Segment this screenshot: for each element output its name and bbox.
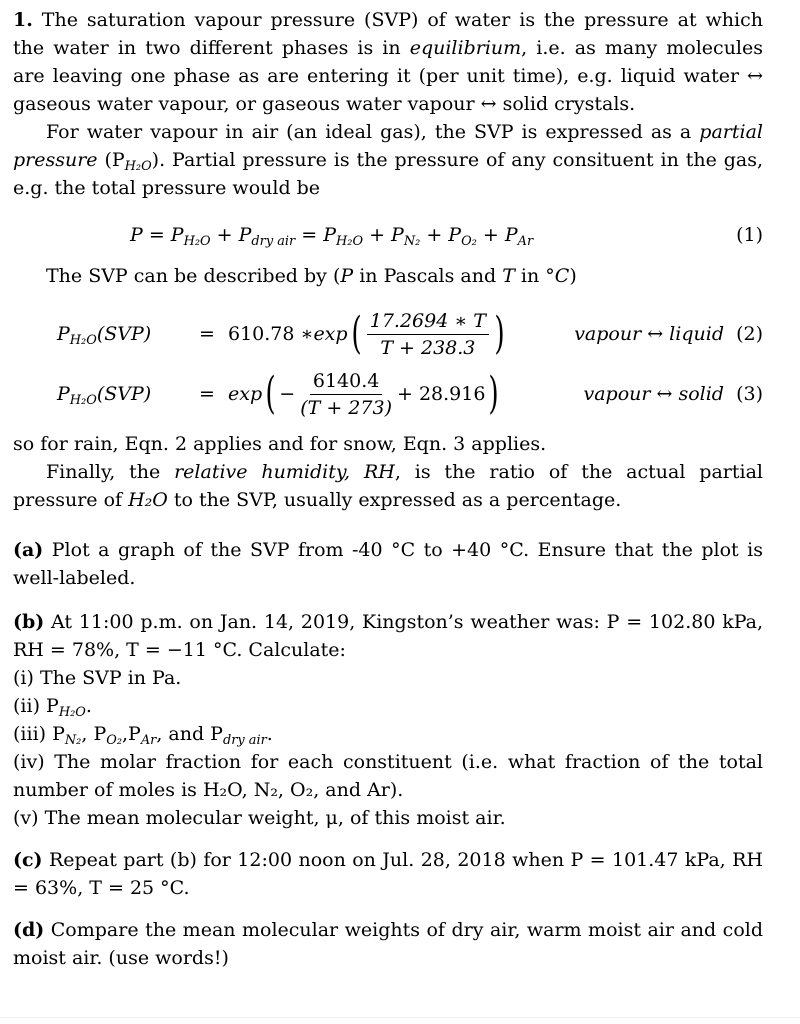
intro-paragraph-1 xyxy=(13,6,763,118)
equation-1-number: (1) xyxy=(736,224,763,246)
relative-humidity-paragraph: Finally, the relative humidity, RH, is the ratio of the actual partial pressure of H₂O to the SVP, usually expressed as a percentage. xyxy=(13,461,763,511)
equation-3-equals: = xyxy=(199,383,215,405)
part-a xyxy=(13,536,763,592)
part-d-text: Compare the mean molecular weights of dry air, warm moist air and cold moist air. (use words!) xyxy=(13,919,763,969)
part-c-label: (c) xyxy=(13,849,43,871)
part-c-text: Repeat part (b) for 12:00 noon on Jul. 28, 2018 when P = 101.47 kPa, RH = 63%, T = 25 °C. xyxy=(13,849,763,899)
p2-symbol: (P xyxy=(97,149,125,171)
part-b-item-i: (i) The SVP in Pa. xyxy=(13,667,182,689)
part-b xyxy=(13,608,763,832)
partial-pressure-term: partial pressure xyxy=(13,121,763,171)
equilibrium-term: equilibrium xyxy=(409,37,522,59)
part-b-text: At 11:00 p.m. on Jan. 14, 2019, Kingston’s weather was: P = 102.80 kPa, RH = 78%, T = −11 °C. Calculate: xyxy=(13,611,763,661)
part-a-label: (a) xyxy=(13,539,44,561)
p2-subscript: H₂O xyxy=(124,158,152,174)
equation-3-lhs: $P_{H_2O}(SVP)$ xyxy=(57,383,152,408)
equation-2-rhs: 610.78 ∗ exp ( $\frac{17.2694 ∗ T}{T + 238.3}$ ) xyxy=(228,308,505,359)
part-b-item-v: (v) The mean molecular weight, μ, of this moist air. xyxy=(13,807,506,829)
part-d-label: (d) xyxy=(13,919,45,941)
equation-2-equals: = xyxy=(199,323,215,345)
equation-array xyxy=(13,290,763,422)
part-a-text: Plot a graph of the SVP from -40 °C to +40 °C. Ensure that the plot is well-labeled. xyxy=(13,539,763,589)
part-b-label: (b) xyxy=(13,611,45,633)
p2-text-cont: ). Partial pressure is the pressure of any consituent in the gas, e.g. the total pressure would be xyxy=(13,149,763,199)
problem-number: 1. xyxy=(13,9,33,31)
eqn-applicability: so for rain, Eqn. 2 applies and for snow, Eqn. 3 applies. xyxy=(13,433,547,455)
problem-page xyxy=(13,6,763,972)
equation-1 xyxy=(13,210,763,260)
intro-text: The saturation vapour pressure (SVP) of water is the pressure at which the water in two different phases is in xyxy=(13,9,763,59)
equation-3-fraction: $\frac{6140.4}{(T + 273)}$ xyxy=(300,369,392,419)
part-b-item-iii: (iii) $P_{N_2}$, $P_{O_2},P_{Ar}$, and $P_{dry air}$. xyxy=(13,723,273,748)
part-d xyxy=(13,916,763,972)
part-c xyxy=(13,846,763,902)
equation-2 xyxy=(13,304,763,364)
svp-intro: The SVP can be described by (P in Pascals and T in °C) xyxy=(46,265,577,287)
equation-2-lhs: $P_{H_2O}(SVP)$ xyxy=(57,323,152,348)
equation-3-rhs: exp ( − $\frac{6140.4}{(T + 273)}$ + 28.916 ) xyxy=(228,368,500,419)
part-b-item-ii: (ii) $P_{H_2O}$. xyxy=(13,695,92,720)
equation-2-fraction: $\frac{17.2694 ∗ T}{T + 238.3}$ xyxy=(367,309,489,360)
part-b-intro xyxy=(13,608,763,664)
intro-paragraph-2 xyxy=(13,118,763,202)
equation-3 xyxy=(13,364,763,424)
equation-2-tag: vapour ↔ liquid (2) xyxy=(574,323,763,345)
equation-3-tag: vapour ↔ solid (3) xyxy=(583,383,763,405)
p2-text: For water vapour in air (an ideal gas), the SVP is expressed as a xyxy=(46,121,700,143)
part-b-item-iv: (iv) The molar fraction for each constituent (i.e. what fraction of the total number of moles is H₂O, N₂, O₂, and Ar). xyxy=(13,751,763,801)
page-bottom-edge xyxy=(0,1017,800,1018)
intro-text-cont: , i.e. as many molecules are leaving one phase as are entering it (per unit time), e.g. liquid water ↔ gaseous water vapour, or gaseous water vapour ↔ solid crystals. xyxy=(13,37,764,115)
equation-1-body: $P = P_{H_2O} + P_{dry air} = P_{H_2O} + P_{N_2} + P_{O_2} + P_{Ar}$ xyxy=(130,224,534,249)
